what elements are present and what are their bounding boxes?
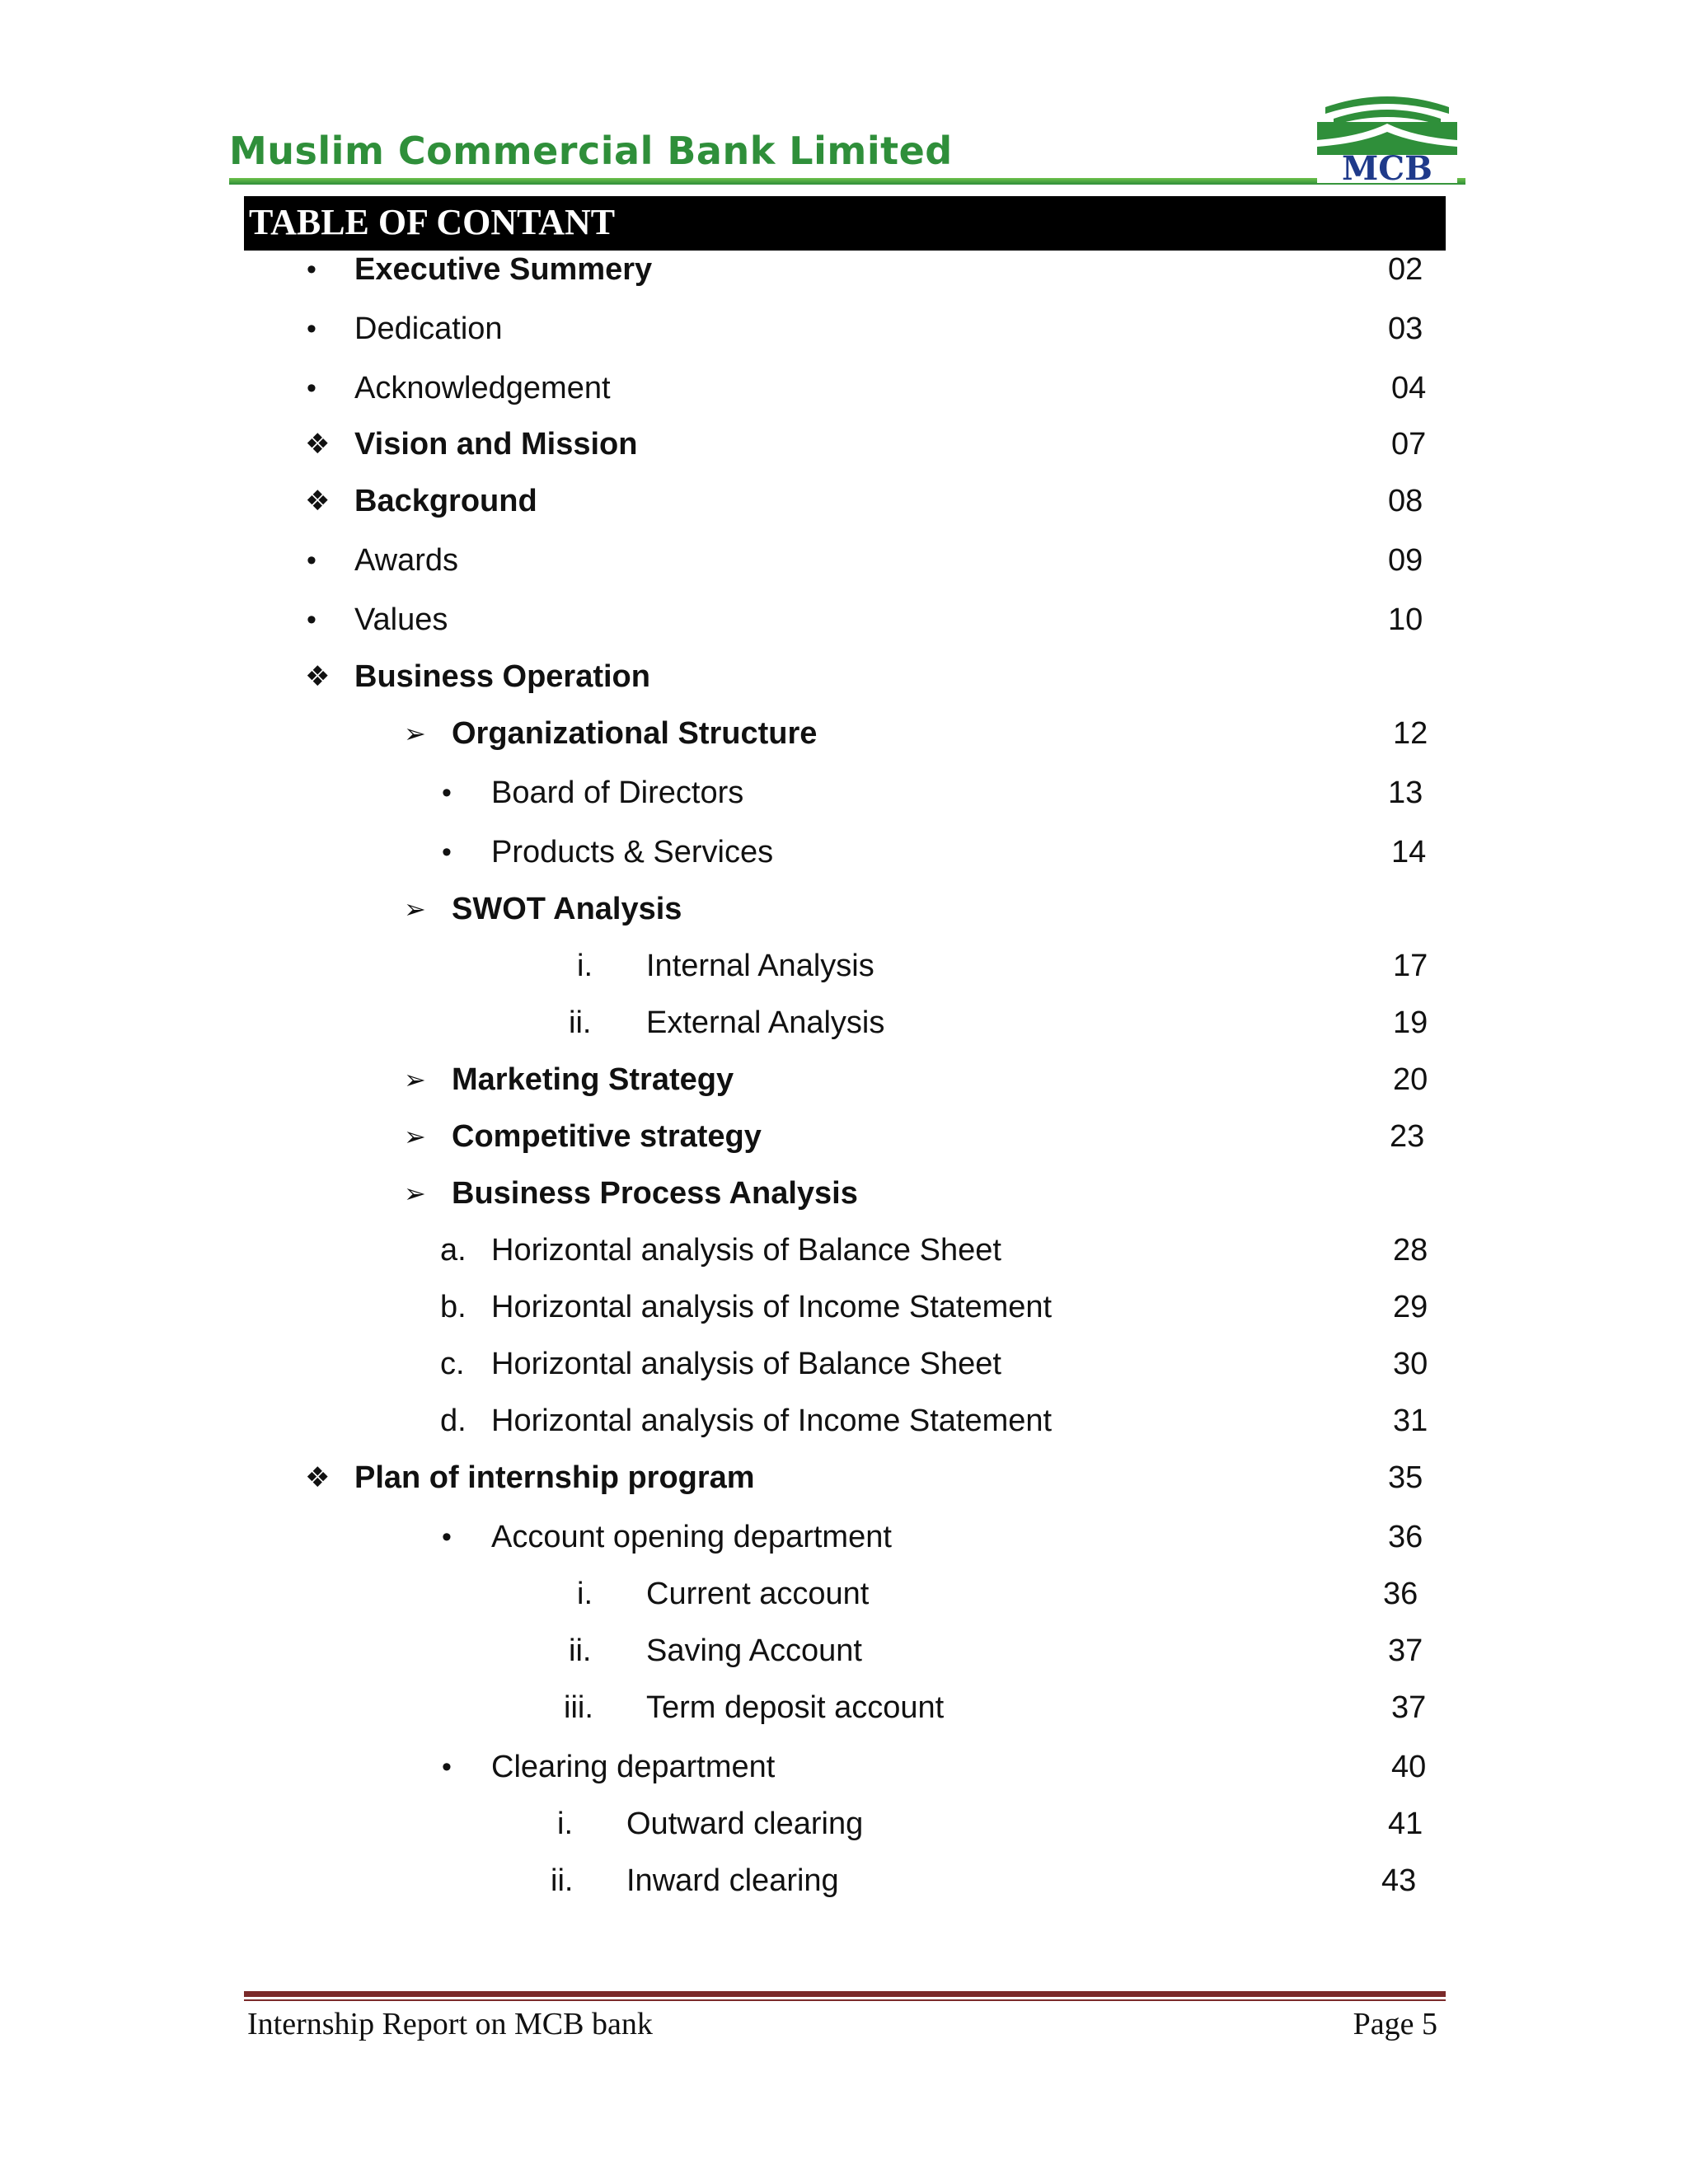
toc-item-marker: i. bbox=[557, 1807, 573, 1841]
toc-item-marker: ➢ bbox=[404, 1178, 426, 1209]
toc-title: TABLE OF CONTANT bbox=[249, 202, 616, 242]
toc-item-page: 36 bbox=[1383, 1577, 1418, 1611]
toc-item-label: Business Process Analysis bbox=[452, 1176, 858, 1211]
footer-report-title: Internship Report on MCB bank bbox=[247, 2007, 653, 2041]
toc-item-marker: ii. bbox=[569, 1633, 592, 1668]
toc-item-marker: • bbox=[442, 837, 452, 868]
toc-item-page: 12 bbox=[1393, 716, 1428, 751]
toc-item-label: External Analysis bbox=[646, 1005, 885, 1040]
toc-item-label: Board of Directors bbox=[491, 776, 744, 810]
toc-item-page: 37 bbox=[1391, 1690, 1427, 1725]
toc-item-label: Horizontal analysis of Income Statement bbox=[491, 1404, 1053, 1438]
toc-item-marker: b. bbox=[440, 1290, 467, 1324]
footer-rule-thin bbox=[244, 1999, 1446, 2001]
toc-item-label: Account opening department bbox=[491, 1520, 892, 1554]
toc-item-marker: ❖ bbox=[305, 485, 331, 518]
footer-rule bbox=[244, 1991, 1446, 1997]
toc-item-page: 31 bbox=[1393, 1404, 1428, 1438]
toc-item-marker: d. bbox=[440, 1404, 467, 1438]
toc-item-marker: ❖ bbox=[305, 1461, 331, 1494]
toc-item-marker: ii. bbox=[569, 1005, 592, 1040]
toc-item-page: 13 bbox=[1388, 776, 1423, 810]
toc-item-page: 20 bbox=[1393, 1062, 1428, 1097]
toc-item-label: Horizontal analysis of Balance Sheet bbox=[491, 1347, 1001, 1381]
header-rule bbox=[229, 178, 1465, 185]
toc-item-label: Horizontal analysis of Balance Sheet bbox=[491, 1233, 1001, 1268]
toc-item-label: Dedication bbox=[354, 312, 503, 346]
toc-item-label: Products & Services bbox=[491, 835, 774, 869]
toc-item-label: Executive Summery bbox=[354, 252, 653, 287]
bank-name: Muslim Commercial Bank Limited bbox=[229, 129, 953, 173]
toc-item-label: Competitive strategy bbox=[452, 1119, 762, 1154]
toc-item-marker: • bbox=[442, 777, 452, 808]
toc-item-marker: ❖ bbox=[305, 660, 331, 693]
toc-item-label: Background bbox=[354, 484, 537, 518]
toc-item-page: 28 bbox=[1393, 1233, 1428, 1268]
toc-item-marker: ➢ bbox=[404, 718, 426, 749]
toc-item-label: Term deposit account bbox=[646, 1690, 945, 1725]
toc-item-marker: • bbox=[307, 545, 316, 576]
toc-item-page: 02 bbox=[1388, 252, 1423, 287]
toc-item-label: Vision and Mission bbox=[354, 427, 638, 462]
toc-item-page: 10 bbox=[1388, 602, 1423, 637]
toc-item-marker: ❖ bbox=[305, 428, 331, 461]
toc-item-label: Saving Account bbox=[646, 1633, 862, 1668]
toc-item-page: 04 bbox=[1391, 371, 1427, 405]
toc-item-marker: a. bbox=[440, 1233, 467, 1268]
toc-item-label: Awards bbox=[354, 543, 459, 578]
toc-item-marker: • bbox=[307, 254, 316, 285]
toc-item-page: 08 bbox=[1388, 484, 1423, 518]
toc-item-label: Business Operation bbox=[354, 659, 650, 694]
page-number: Page 5 bbox=[1353, 2007, 1437, 2041]
toc-item-page: 41 bbox=[1388, 1807, 1423, 1841]
toc-item-label: Current account bbox=[646, 1577, 870, 1611]
toc-item-marker: ii. bbox=[551, 1863, 574, 1898]
toc-item-label: Clearing department bbox=[491, 1750, 776, 1784]
toc-item-marker: iii. bbox=[564, 1690, 593, 1725]
toc-item-marker: ➢ bbox=[404, 893, 426, 925]
toc-item-marker: i. bbox=[577, 949, 593, 983]
toc-item-label: Organizational Structure bbox=[452, 716, 818, 751]
toc-item-page: 09 bbox=[1388, 543, 1423, 578]
toc-item-label: Values bbox=[354, 602, 448, 637]
toc-item-page: 19 bbox=[1393, 1005, 1428, 1040]
toc-item-label: Plan of internship program bbox=[354, 1460, 755, 1495]
toc-item-marker: • bbox=[307, 313, 316, 344]
toc-item-marker: • bbox=[307, 604, 316, 635]
toc-item-marker: c. bbox=[440, 1347, 465, 1381]
toc-item-page: 14 bbox=[1391, 835, 1427, 869]
toc-item-marker: • bbox=[442, 1751, 452, 1783]
toc-item-page: 43 bbox=[1381, 1863, 1417, 1898]
toc-item-page: 23 bbox=[1390, 1119, 1425, 1154]
toc-item-label: Marketing Strategy bbox=[452, 1062, 734, 1097]
toc-item-marker: i. bbox=[577, 1577, 593, 1611]
toc-item-label: Inward clearing bbox=[626, 1863, 839, 1898]
toc-item-page: 36 bbox=[1388, 1520, 1423, 1554]
toc-item-marker: • bbox=[442, 1521, 452, 1553]
toc-item-label: Acknowledgement bbox=[354, 371, 611, 405]
toc-item-label: SWOT Analysis bbox=[452, 892, 682, 926]
toc-item-page: 37 bbox=[1388, 1633, 1423, 1668]
toc-item-marker: ➢ bbox=[404, 1121, 426, 1152]
toc-item-page: 40 bbox=[1391, 1750, 1427, 1784]
toc-item-label: Internal Analysis bbox=[646, 949, 874, 983]
toc-item-page: 07 bbox=[1391, 427, 1427, 462]
toc-item-marker: ➢ bbox=[404, 1064, 426, 1095]
toc-item-page: 03 bbox=[1388, 312, 1423, 346]
mcb-logo bbox=[1311, 89, 1464, 186]
toc-item-page: 30 bbox=[1393, 1347, 1428, 1381]
toc-item-page: 17 bbox=[1393, 949, 1428, 983]
toc-item-page: 35 bbox=[1388, 1460, 1423, 1495]
toc-item-label: Outward clearing bbox=[626, 1807, 864, 1841]
toc-item-marker: • bbox=[307, 373, 316, 404]
toc-item-label: Horizontal analysis of Income Statement bbox=[491, 1290, 1053, 1324]
toc-item-page: 29 bbox=[1393, 1290, 1428, 1324]
logo-text: MCB bbox=[1342, 149, 1432, 186]
